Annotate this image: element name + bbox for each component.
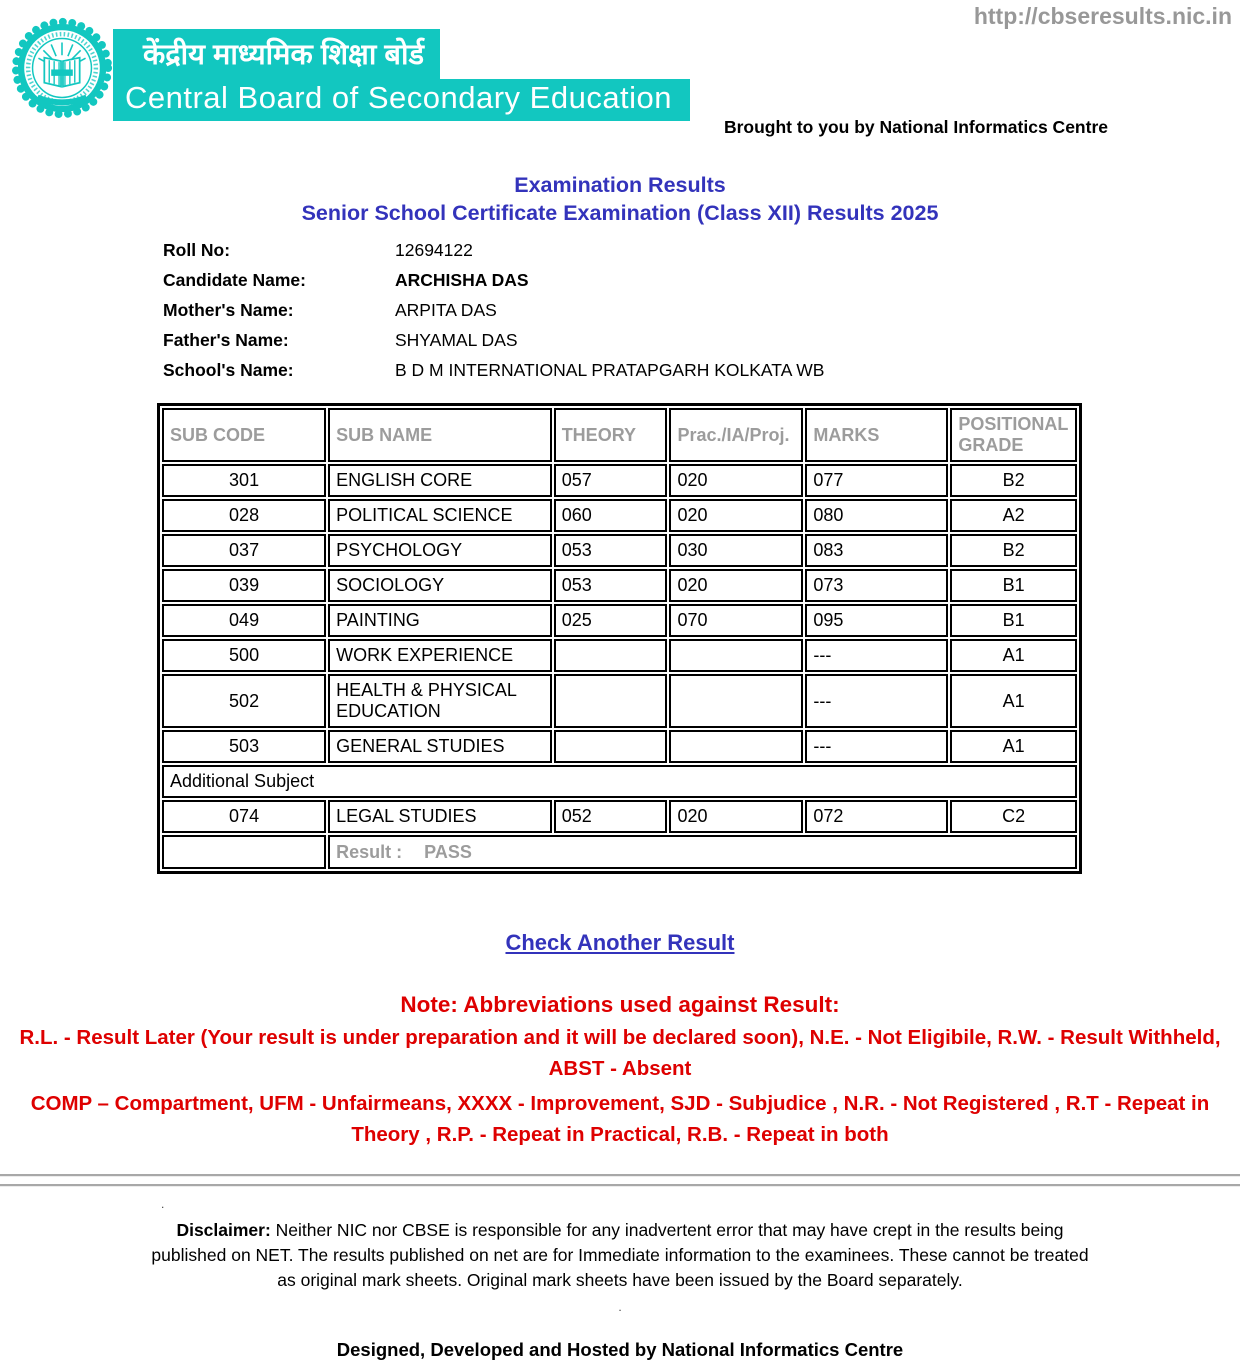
cell-sub-code: 037 [162,534,326,567]
detail-value: ARPITA DAS [395,300,497,320]
table-row [162,639,1077,672]
detail-value: SHYAMAL DAS [395,330,518,350]
divider-group [0,1174,1240,1187]
candidate-details [163,235,1240,385]
header [0,0,1240,150]
cell-sub-name: HEALTH & PHYSICAL EDUCATION [328,674,552,728]
additional-subject-label: Additional Subject [162,765,1077,798]
table-row [162,534,1077,567]
divider-top [0,1174,1240,1177]
detail-label: Mother's Name: [163,300,294,320]
cell-prac [669,639,803,672]
cell-grade: A1 [950,674,1077,728]
table-row [162,674,1077,728]
org-name-english: Central Board of Secondary Education [113,79,690,121]
table-header-row [162,408,1077,462]
results-table [157,403,1082,874]
additional-subject-row [162,765,1077,798]
stray-dot-2: . [618,1300,622,1314]
cell-sub-name: PAINTING [328,604,552,637]
note-heading: Note: Abbreviations used against Result: [400,992,840,1017]
cell-theory: 053 [554,534,668,567]
detail-value: B D M INTERNATIONAL PRATAPGARH KOLKATA WB [395,360,825,380]
org-name-hindi: केंद्रीय माध्यमिक शिक्षा बोर्ड [113,29,440,79]
col-header-positional-grade: POSITIONAL GRADE [950,408,1077,462]
detail-row-school-name [163,355,1240,385]
cell-theory: 060 [554,499,668,532]
cell-grade: A1 [950,639,1077,672]
divider-bottom [0,1184,1240,1187]
detail-row-candidate-name [163,265,1240,295]
detail-label: Roll No: [163,240,231,260]
cell-prac: 020 [669,464,803,497]
table-row [162,499,1077,532]
cell-prac [669,674,803,728]
col-header-sub-code: SUB CODE [162,408,326,462]
detail-label: School's Name: [163,360,294,380]
cell-theory: 052 [554,800,668,833]
cell-sub-code: 503 [162,730,326,763]
cell-grade: A1 [950,730,1077,763]
result-value: PASS [424,841,472,862]
detail-row-roll-no [163,235,1240,265]
table-row [162,569,1077,602]
page-title: Examination Results [514,173,726,197]
cell-marks: --- [805,674,948,728]
cell-theory [554,639,668,672]
detail-label: Candidate Name: [163,270,306,290]
cell-grade: B1 [950,604,1077,637]
cell-marks: 072 [805,800,948,833]
cell-marks: 095 [805,604,948,637]
result-label: Result : [336,841,403,862]
cell-sub-code: 301 [162,464,326,497]
cell-sub-name: POLITICAL SCIENCE [328,499,552,532]
nic-tagline: Brought to you by National Informatics Centre [723,117,1108,137]
cell-sub-name: SOCIOLOGY [328,569,552,602]
detail-row-mother-name [163,295,1240,325]
titles [0,171,1240,228]
cell-prac: 020 [669,800,803,833]
footer-credit: Designed, Developed and Hosted by National Informatics Centre [336,1339,904,1360]
cell-sub-name: PSYCHOLOGY [328,534,552,567]
cell-empty [162,835,326,869]
detail-value: 12694122 [395,240,473,260]
page-subtitle: Senior School Certificate Examination (Class XII) Results 2025 [301,201,939,225]
cell-theory: 025 [554,604,668,637]
cell-sub-code: 500 [162,639,326,672]
cell-sub-code: 502 [162,674,326,728]
cell-grade: C2 [950,800,1077,833]
table-row [162,800,1077,833]
cell-theory [554,674,668,728]
cell-marks: 077 [805,464,948,497]
site-url: http://cbseresults.nic.in [973,3,1232,29]
cell-sub-name: LEGAL STUDIES [328,800,552,833]
cell-sub-code: 028 [162,499,326,532]
check-another-result-link[interactable]: Check Another Result [505,930,735,955]
col-header-theory: THEORY [554,408,668,462]
cell-grade: B1 [950,569,1077,602]
cell-grade: B2 [950,534,1077,567]
disclaimer-text: Neither NIC nor CBSE is responsible for any inadvertent error that may have crept in the results being published on NET. The results published on net are for Immediate information to the examinees. These cannot be treated as original mark sheets. Original mark sheets have been issued by the Board separately. [151,1220,1089,1290]
cell-prac: 020 [669,569,803,602]
cell-marks: 080 [805,499,948,532]
disclaimer-label: Disclaimer: [176,1220,271,1240]
check-another-result-wrap [0,930,1240,956]
col-header-marks: MARKS [805,408,948,462]
cell-sub-name: ENGLISH CORE [328,464,552,497]
detail-label: Father's Name: [163,330,289,350]
table-row [162,464,1077,497]
cell-marks: --- [805,639,948,672]
disclaimer [143,1218,1098,1293]
cell-sub-name: WORK EXPERIENCE [328,639,552,672]
cell-theory: 053 [554,569,668,602]
cell-marks: 083 [805,534,948,567]
cell-theory: 057 [554,464,668,497]
note-line-1: R.L. - Result Later (Your result is under preparation and it will be declared soon), N.E. - Not Eligibile, R.W. - Result Withheld, ABST - Absent [19,1026,1221,1080]
table-row [162,604,1077,637]
cell-sub-code: 049 [162,604,326,637]
cell-prac: 020 [669,499,803,532]
cell-grade: A2 [950,499,1077,532]
cell-prac [669,730,803,763]
stray-dot-1: . [161,1197,165,1211]
cell-sub-code: 074 [162,800,326,833]
result-cell [328,835,1077,869]
detail-row-father-name [163,325,1240,355]
brand-banner [113,29,690,121]
result-row [162,835,1077,869]
note-line-2: COMP – Compartment, UFM - Unfairmeans, XXXX - Improvement, SJD - Subjudice , N.R. - Not Registered , R.T - Repeat in Theory , R.P. - Repeat in Practical, R.B. - Repeat in both [30,1092,1210,1146]
col-header-prac: Prac./IA/Proj. [669,408,803,462]
detail-value: ARCHISHA DAS [395,270,529,290]
cell-marks: --- [805,730,948,763]
table-row [162,730,1077,763]
cell-sub-name: GENERAL STUDIES [328,730,552,763]
cell-theory [554,730,668,763]
cell-sub-code: 039 [162,569,326,602]
cell-grade: B2 [950,464,1077,497]
cell-marks: 073 [805,569,948,602]
col-header-sub-name: SUB NAME [328,408,552,462]
cell-prac: 070 [669,604,803,637]
cell-prac: 030 [669,534,803,567]
cbse-emblem-icon [8,14,116,122]
